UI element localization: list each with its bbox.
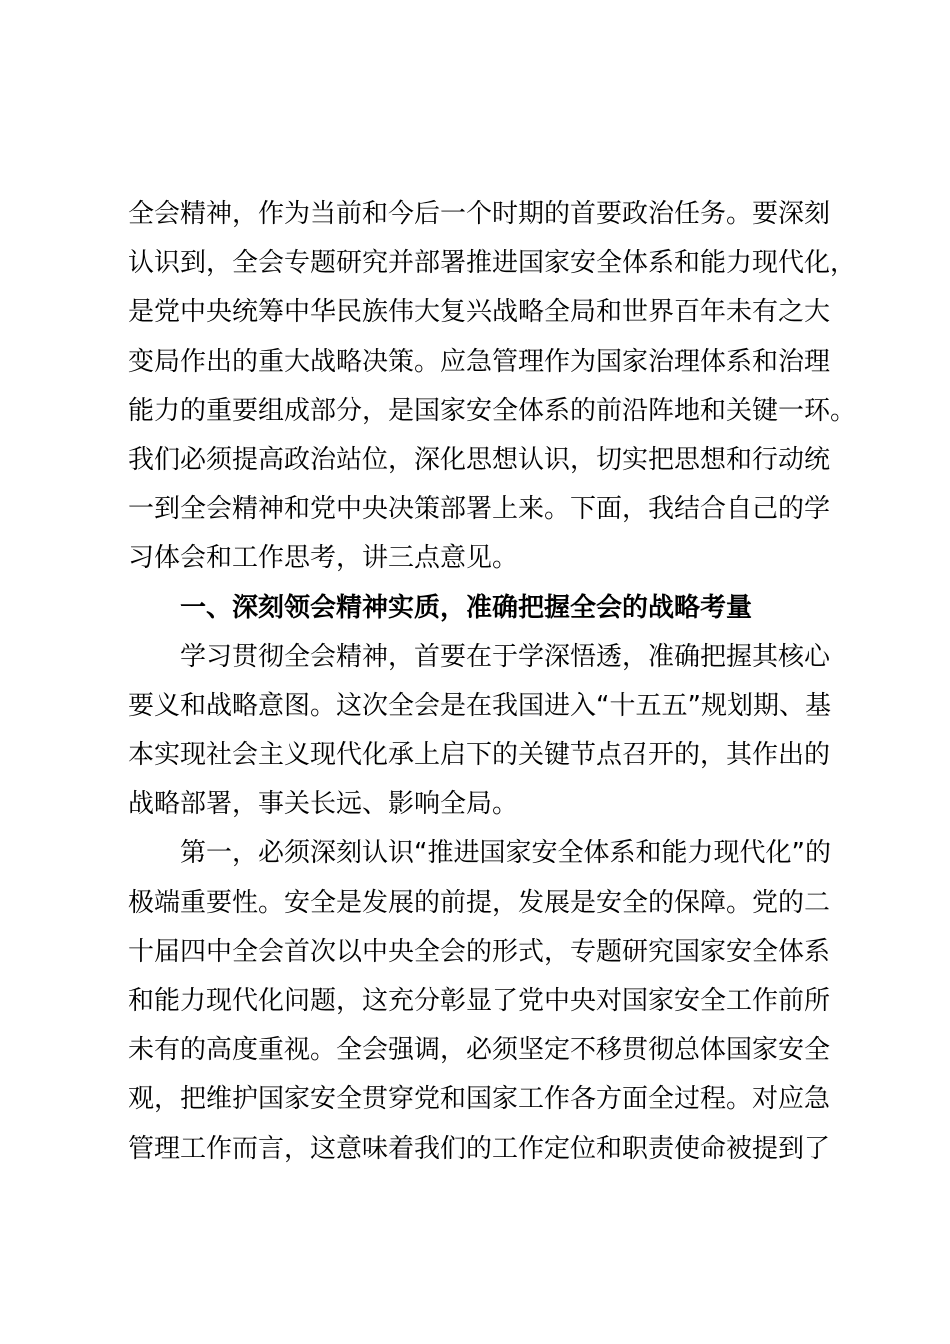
- paragraph-line: 是党中央统筹中华民族伟大复兴战略全局和世界百年未有之大: [128, 297, 831, 328]
- paragraph-line: 战略部署，事关长远、影响全局。: [128, 789, 519, 820]
- paragraph-line: 一到全会精神和党中央决策部署上来。下面，我结合自己的学: [128, 494, 831, 525]
- paragraph-line: 观，把维护国家安全贯穿党和国家工作各方面全过程。对应急: [128, 1084, 831, 1115]
- paragraph-line: 本实现社会主义现代化承上启下的关键节点召开的，其作出的: [128, 740, 831, 771]
- section-heading: 一、深刻领会精神实质，准确把握全会的战略考量: [180, 592, 753, 623]
- paragraph-line: 十届四中全会首次以中央全会的形式，专题研究国家安全体系: [128, 936, 831, 967]
- paragraph-line: 全会精神，作为当前和今后一个时期的首要政治任务。要深刻: [128, 199, 831, 229]
- paragraph-line: 要义和战略意图。这次全会是在我国进入“十五五”规划期、基: [128, 690, 831, 721]
- document-page: [128, 190, 857, 1174]
- paragraph-line: 我们必须提高政治站位，深化思想认识，切实把思想和行动统: [128, 444, 831, 475]
- paragraph-line: 学习贯彻全会精神，首要在于学深悟透，准确把握其核心: [180, 641, 831, 672]
- paragraph-line: 和能力现代化问题，这充分彰显了党中央对国家安全工作前所: [128, 986, 831, 1016]
- paragraph-line: 习体会和工作思考，讲三点意见。: [128, 543, 519, 574]
- paragraph-line: 变局作出的重大战略决策。应急管理作为国家治理体系和治理: [128, 346, 831, 377]
- paragraph-line: 未有的高度重视。全会强调，必须坚定不移贯彻总体国家安全: [128, 1035, 831, 1066]
- paragraph-line: 管理工作而言，这意味着我们的工作定位和职责使命被提到了: [128, 1133, 831, 1164]
- paragraph-line: 极端重要性。安全是发展的前提，发展是安全的保障。党的二: [128, 887, 831, 918]
- paragraph-line: 能力的重要组成部分，是国家安全体系的前沿阵地和关键一环。: [128, 395, 857, 426]
- paragraph-line: 认识到，全会专题研究并部署推进国家安全体系和能力现代化，: [128, 248, 857, 279]
- paragraph-line: 第一，必须深刻认识“推进国家安全体系和能力现代化”的: [180, 838, 831, 869]
